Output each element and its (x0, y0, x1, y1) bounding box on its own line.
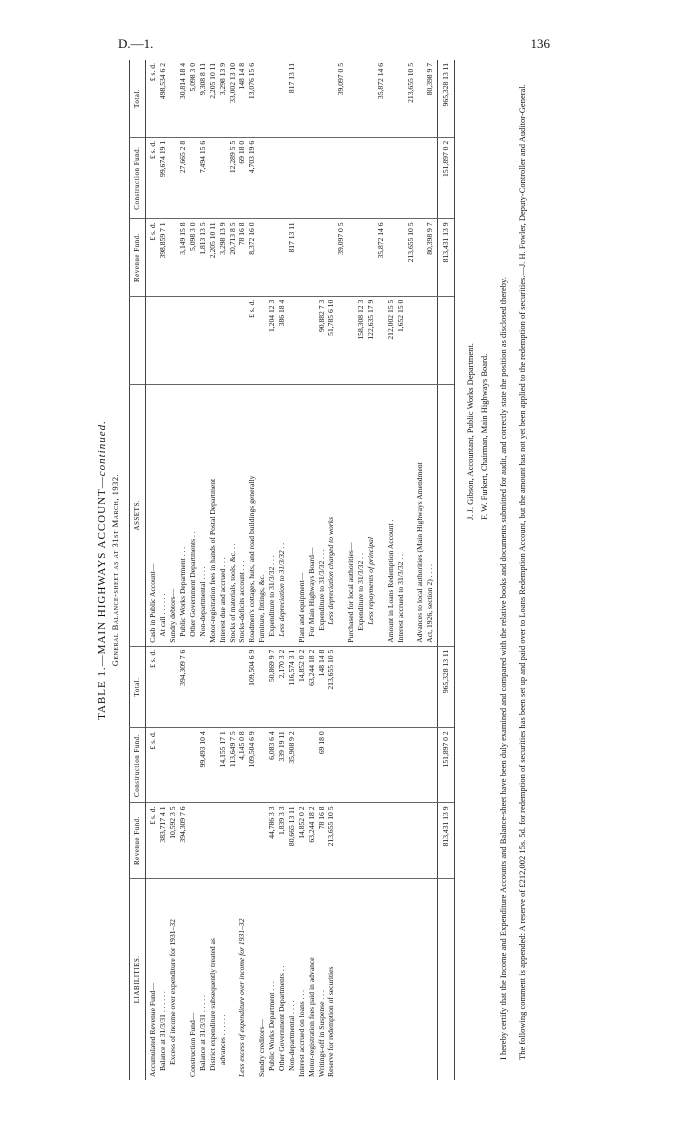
construction-l-line: 35,908 9 2 (286, 731, 296, 764)
liabilities-line: Motor-registration fees paid in advance (306, 957, 316, 1077)
assets-line: Plant and equipment— (296, 572, 306, 643)
construction-l-line (188, 731, 198, 799)
construction-a-line (425, 141, 435, 216)
assets-line (336, 388, 346, 643)
total-l-line: 116,574 3 1 (286, 649, 296, 686)
construction-a-line (406, 141, 416, 216)
assets-line: Roadmen's cottages, huts, and road buildings generally (247, 475, 257, 643)
asset-detail-line: 1,652 15 0 (395, 299, 405, 333)
total-l-line: 2,170 3 2 (277, 649, 287, 679)
liabilities-line: District expenditure subsequently treated as (207, 938, 217, 1071)
asset-construction-column (146, 137, 438, 219)
liabilities-line: Balance at 31/3/31 . . . . . . (158, 991, 168, 1071)
total-a-line (386, 63, 396, 134)
page-number: 136 (530, 36, 550, 51)
asset-detail-line (198, 300, 208, 381)
asset-detail-line (297, 300, 307, 381)
header-liabilities: LIABILITIES. (130, 878, 146, 1080)
liabilities-line: Public Works Department . . . (267, 981, 277, 1071)
assets-line: Stocks-deficits account . . . (237, 560, 247, 643)
revenue-l-line (237, 807, 247, 875)
construction-a-line: 12,289 5 5 (227, 140, 237, 174)
signatures (465, 60, 490, 1080)
assets-line: Expenditure to 31/3/32 . . (356, 553, 366, 631)
liabilities-line: Reserve for redemption of securities (326, 966, 336, 1077)
total-a-line: 30,814 18 4 (178, 63, 188, 100)
liabilities-column (146, 878, 438, 1080)
body-row (146, 60, 438, 1080)
asset-detail-line: 90,882 7 3 (316, 299, 326, 333)
total-a-line (326, 63, 336, 134)
liabilities-line: Other Government Departments . . (277, 965, 287, 1071)
assets-line: Less depreciation charged to works (326, 516, 336, 625)
liab-total-revenue: 813,431 13 9 (438, 803, 455, 878)
revenue-a-line: 1,813 13 5 (197, 222, 207, 255)
construction-l-line (307, 731, 317, 799)
assets-line: Interest accrued to 31/3/32 . . (395, 553, 405, 643)
revenue-a-line: 213,655 10 5 (405, 222, 415, 263)
construction-l-line: £ s. d. (148, 731, 158, 750)
total-a-line: 148 14 8 (237, 63, 247, 90)
construction-a-line (168, 141, 178, 216)
assets-line: Amount in Loans Redemption Account . (385, 519, 395, 643)
assets-line: Advances to local authorities (Main Highways Amendment (415, 462, 425, 643)
auditor-comment: The following comment is appended: A reserve of £212,002 15s. 5d. for redemption of securities has been set up and paid over to Loans Redemption Account, but the amount has not yet been applied to the redemption of securities.—J. H. Fowler, Deputy-Controller and Auditor-General. (517, 84, 528, 1060)
header-total: Total. (130, 646, 146, 728)
asset-detail-line (415, 300, 425, 381)
asset-totals-detail (438, 296, 455, 384)
revenue-l-line: 63,244 18 2 (306, 806, 316, 843)
revenue-l-line: £ s. d. (148, 806, 158, 825)
revenue-l-line (247, 807, 257, 875)
revenue-a-line: 20,713 8 5 (227, 222, 237, 255)
total-l-line: 394,309 7 6 (178, 649, 188, 686)
liab-totals-label (438, 878, 455, 1080)
asset-detail-line (188, 300, 198, 381)
assets-line: Sundry debtors— (168, 588, 178, 643)
asset-revenue-column (146, 219, 438, 296)
construction-l-line (178, 731, 188, 799)
revenue-a-line (356, 222, 366, 292)
construction-a-line (267, 141, 277, 216)
total-a-line (277, 63, 287, 134)
revenue-l-line (208, 807, 218, 875)
asset-detail-line (168, 300, 178, 381)
construction-a-line: 4,703 19 6 (247, 140, 257, 174)
table-title-main: TABLE 1.—MAIN HIGHWAYS ACCOUNT— (96, 476, 108, 720)
table-title (95, 60, 109, 1080)
header-blank (130, 296, 146, 384)
asset-detail-line (336, 300, 346, 381)
construction-a-line (257, 141, 267, 216)
asset-detail-line (406, 300, 416, 381)
liabilities-line: Excess of income over expenditure for 1931–32 (168, 919, 178, 1065)
revenue-l-line: 44,786 3 3 (267, 806, 277, 839)
revenue-a-line: 398,859 7 1 (158, 222, 168, 259)
total-a-line: 13,076 15 6 (247, 63, 257, 100)
construction-l-line (297, 731, 307, 799)
revenue-l-line (218, 807, 228, 875)
construction-a-line: 69 18 0 (237, 140, 247, 164)
asset-grand-total: 965,328 13 11 (438, 60, 455, 137)
asset-detail-line (158, 300, 168, 381)
total-l-line (228, 650, 238, 725)
assets-line: Motor-registration fees in hands of Postal Department (207, 478, 217, 643)
total-a-line (297, 63, 307, 134)
asset-detail-line (376, 300, 386, 381)
liabilities-line: Sundry creditors— (257, 1019, 267, 1077)
liab-total-construction: 151,897 0 2 (438, 728, 455, 803)
total-l-line (198, 650, 208, 725)
revenue-a-line (415, 222, 425, 292)
liabilities-line: Construction Fund— (188, 1012, 197, 1077)
total-a-line (307, 63, 317, 134)
revenue-a-line (346, 222, 356, 292)
construction-a-line: 99,674 19 1 (158, 140, 168, 177)
revenue-a-line (396, 222, 406, 292)
revenue-a-line (317, 222, 327, 292)
assets-line: Cash in Public Account— (148, 563, 158, 643)
liabilities-line (178, 882, 188, 1077)
liab-grand-total: 965,328 13 11 (438, 646, 455, 728)
assets-line: Expenditure to 31/3/32 . . . (267, 555, 277, 637)
construction-l-line (208, 731, 218, 799)
asset-detail-line (218, 300, 228, 381)
liabilities-line: Interest accrued on loans . . . (296, 989, 306, 1077)
total-a-line: 9,308 8 11 (197, 63, 207, 95)
revenue-a-line (168, 222, 178, 292)
construction-a-line (396, 141, 406, 216)
asset-detail-line (307, 300, 317, 381)
revenue-l-line (228, 807, 238, 875)
asset-total-column (146, 60, 438, 137)
assets-line: Public Works Department . . . (178, 546, 188, 637)
total-a-line: 33,002 13 10 (227, 63, 237, 103)
revenue-a-line (326, 222, 336, 292)
asset-detail-line: 1,204 12 3 (267, 299, 277, 333)
asset-detail-line (287, 300, 297, 381)
revenue-l-line: 1,839 3 3 (277, 806, 287, 835)
assets-line: Act, 1926, section 2) . . . . (425, 564, 435, 643)
total-a-line (396, 63, 406, 134)
asset-detail-line (346, 300, 356, 381)
revenue-l-line: 383,717 4 1 (158, 806, 168, 843)
revenue-a-line: 817 13 11 (286, 222, 296, 253)
total-a-line (317, 63, 327, 134)
revenue-a-line (267, 222, 277, 292)
asset-totals-label (438, 384, 455, 646)
assets-line: Purchased for local authorities— (346, 542, 356, 643)
balance-sheet-table (129, 60, 455, 1080)
assets-line (406, 388, 416, 643)
total-l-line (237, 650, 247, 725)
construction-a-line (356, 141, 366, 216)
asset-detail-line: 386 18 4 (277, 299, 287, 327)
asset-total-construction: 151,897 0 2 (438, 137, 455, 219)
construction-a-line: 27,665 2 8 (178, 140, 188, 174)
revenue-l-line: 78 16 8 (316, 806, 326, 830)
total-a-line (356, 63, 366, 134)
liabilities-line (228, 882, 238, 1077)
total-l-line (257, 650, 267, 725)
revenue-a-line (307, 222, 317, 292)
header-assets: ASSETS. (130, 384, 146, 646)
total-a-line: 5,098 3 0 (188, 63, 197, 92)
revenue-a-line: 8,372 16 0 (247, 222, 257, 255)
total-l-line: £ s. d. (148, 649, 158, 668)
header-construction-fund: Construction Fund. (130, 728, 146, 803)
total-a-line: 80,398 9 7 (425, 63, 435, 96)
total-l-line: 109,504 6 9 (247, 649, 257, 686)
total-a-line (168, 63, 178, 134)
totals-row (438, 60, 455, 1080)
revenue-a-line (386, 222, 396, 292)
total-a-line (415, 63, 425, 134)
liabilities-line: Accumulated Revenue Fund— (148, 982, 158, 1077)
header-total: Total. (130, 60, 146, 137)
asset-detail-column (146, 296, 438, 384)
construction-a-line (336, 141, 346, 216)
construction-l-line: 69 18 0 (316, 731, 326, 755)
asset-detail-line (425, 300, 435, 381)
header-construction-fund: Construction Fund. (130, 137, 146, 219)
total-l-line: 50,869 9 7 (267, 649, 277, 683)
revenue-a-line: 2,205 10 11 (207, 222, 217, 259)
total-l-line (158, 650, 168, 725)
revenue-l-line (257, 807, 267, 875)
total-a-line: 2,205 10 11 (207, 63, 217, 99)
construction-a-line (317, 141, 327, 216)
revenue-l-line: 80,665 13 11 (286, 806, 296, 847)
construction-l-line (168, 731, 178, 799)
construction-l-line: 109,504 6 9 (247, 731, 257, 768)
construction-a-line: 7,494 15 6 (197, 140, 207, 174)
construction-l-line (257, 731, 267, 799)
total-l-line: 148 14 8 (316, 649, 326, 677)
assets-line: For Main Highways Board— (306, 547, 316, 637)
asset-detail-line (237, 300, 247, 381)
revenue-a-line: 5,098 3 0 (188, 222, 197, 251)
signature-chairman: F. W. Furkert, Chairman, Main Highways Board. (479, 353, 490, 520)
asset-detail-line: £ s. d. (247, 299, 257, 318)
assets-line: Less repayments of principal (366, 537, 376, 625)
revenue-a-line (277, 222, 287, 292)
total-l-line: 14,852 0 2 (296, 649, 306, 683)
assets-line: Less depreciation to 31/3/32 . . (277, 542, 287, 637)
construction-a-line (376, 141, 386, 216)
liab-total-column (146, 646, 438, 728)
revenue-a-line: 39,097 0 5 (336, 222, 346, 255)
asset-detail-line (148, 300, 158, 381)
construction-a-line (366, 141, 376, 216)
revenue-l-line (198, 807, 208, 875)
total-a-line: 35,872 14 6 (375, 63, 385, 100)
asset-detail-line (178, 300, 188, 381)
construction-l-line: 14,155 17 1 (217, 731, 227, 768)
liabilities-line: Writings-off in Suspense . . . (316, 990, 326, 1077)
construction-a-line (346, 141, 356, 216)
total-a-line: £ s. d. (148, 63, 158, 82)
asset-detail-line: 212,002 15 5 (385, 299, 395, 340)
total-a-line: 817 13 11 (286, 63, 296, 94)
total-l-line: 213,655 10 5 (326, 649, 336, 690)
revenue-a-line: 3,298 13 9 (217, 222, 227, 255)
revenue-a-line: 3,149 15 8 (178, 222, 188, 255)
table-subtitle: General Balance-sheet as at 31st March, 1932. (110, 473, 121, 667)
construction-a-line (277, 141, 287, 216)
construction-l-line: 99,493 10 4 (197, 731, 207, 768)
construction-a-line (297, 141, 307, 216)
revenue-a-line: 80,398 9 7 (425, 222, 435, 255)
total-l-line (208, 650, 218, 725)
assets-line: Expenditure to 31/3/32 . . . (316, 549, 326, 631)
construction-a-line (386, 141, 396, 216)
revenue-l-line: 213,655 10 5 (326, 806, 336, 847)
total-l-line (168, 650, 178, 725)
liabilities-line: Less excess of expenditure over income for 1931–32 (237, 918, 247, 1077)
assets-column (146, 384, 438, 646)
revenue-a-line: 78 16 8 (237, 222, 247, 246)
construction-a-line (287, 141, 297, 216)
liabilities-line: Balance at 31/3/31 . . . . . (197, 995, 207, 1071)
revenue-a-line (366, 222, 376, 292)
assets-line: Other Government Departments . . (188, 531, 197, 637)
assets-line (287, 388, 297, 643)
total-a-line (267, 63, 277, 134)
total-a-line: 498,534 6 2 (158, 63, 168, 100)
header-revenue-fund: Revenue Fund. (130, 219, 146, 296)
total-l-line (218, 650, 228, 725)
total-a-line: 3,298 13 9 (217, 63, 227, 96)
signature-accountant: J. J. Gibson, Accountant, Public Works Department. (465, 343, 476, 520)
total-a-line (346, 63, 356, 134)
revenue-l-line: 10,592 3 5 (168, 806, 178, 839)
assets-line: Stocks of materials, tools, &c. . . (227, 543, 237, 643)
construction-a-line (208, 141, 218, 216)
total-a-line (366, 63, 376, 134)
asset-detail-line: 158,308 12 3 (356, 299, 366, 340)
construction-l-line: 113,649 7 5 (227, 731, 237, 768)
construction-a-line (218, 141, 228, 216)
construction-l-line (158, 731, 168, 799)
total-l-line: 63,244 18 2 (306, 649, 316, 686)
rotated-balance-sheet (92, 60, 612, 1080)
revenue-l-line: 394,309 7 6 (178, 806, 188, 843)
revenue-a-line (257, 222, 267, 292)
construction-l-line (326, 731, 336, 799)
revenue-a-line: £ s. d. (148, 222, 158, 241)
liab-construction-column (146, 728, 438, 803)
construction-a-line: £ s. d. (148, 140, 158, 160)
total-l-line (188, 650, 198, 725)
revenue-l-line (188, 807, 198, 875)
table-title-continued: continued. (96, 420, 108, 477)
liabilities-line: advances . . . . . . (217, 1014, 227, 1065)
header-revenue-fund: Revenue Fund. (130, 803, 146, 878)
asset-detail-line (208, 300, 218, 381)
assets-line (376, 388, 386, 643)
revenue-a-line (297, 222, 307, 292)
construction-l-line: 4,145 0 8 (237, 731, 247, 760)
asset-detail-line: 51,785 6 10 (326, 299, 336, 336)
revenue-a-line: 35,872 14 6 (375, 222, 385, 259)
asset-detail-line (257, 300, 267, 381)
total-a-line: 39,097 0 5 (336, 63, 346, 96)
header-row (130, 60, 146, 1080)
assets-line: Non-departmental . . . . (197, 566, 207, 637)
assets-line: Furniture, fittings, &c. (257, 574, 267, 643)
construction-a-line (188, 141, 198, 216)
total-a-line (257, 63, 267, 134)
construction-a-line (415, 141, 425, 216)
revenue-l-line: 14,852 0 2 (296, 806, 306, 839)
construction-l-line: 6,083 6 4 (267, 731, 277, 760)
liabilities-line: Non-departmental . . . . (286, 1000, 296, 1071)
asset-detail-line: 122,635 17 9 (366, 299, 376, 340)
construction-a-line (326, 141, 336, 216)
total-a-line: 213,655 10 5 (405, 63, 415, 103)
assets-line: At call . . . . . . (158, 593, 168, 637)
construction-a-line (307, 141, 317, 216)
audit-certification: I hereby certify that the Income and Expenditure Accounts and Balance-sheet have been duly examined and compared with the relative books and documents submitted for audit, and correctly state the position as disclosed thereby. (498, 277, 509, 1060)
liabilities-line (247, 882, 257, 1077)
liab-revenue-column (146, 803, 438, 878)
page-reference: D.—1. (118, 36, 154, 51)
asset-total-revenue: 813,431 13 9 (438, 219, 455, 296)
asset-detail-line (228, 300, 238, 381)
assets-line: Interest due and accrued . . . (217, 557, 227, 643)
construction-l-line: 339 19 11 (277, 731, 287, 762)
